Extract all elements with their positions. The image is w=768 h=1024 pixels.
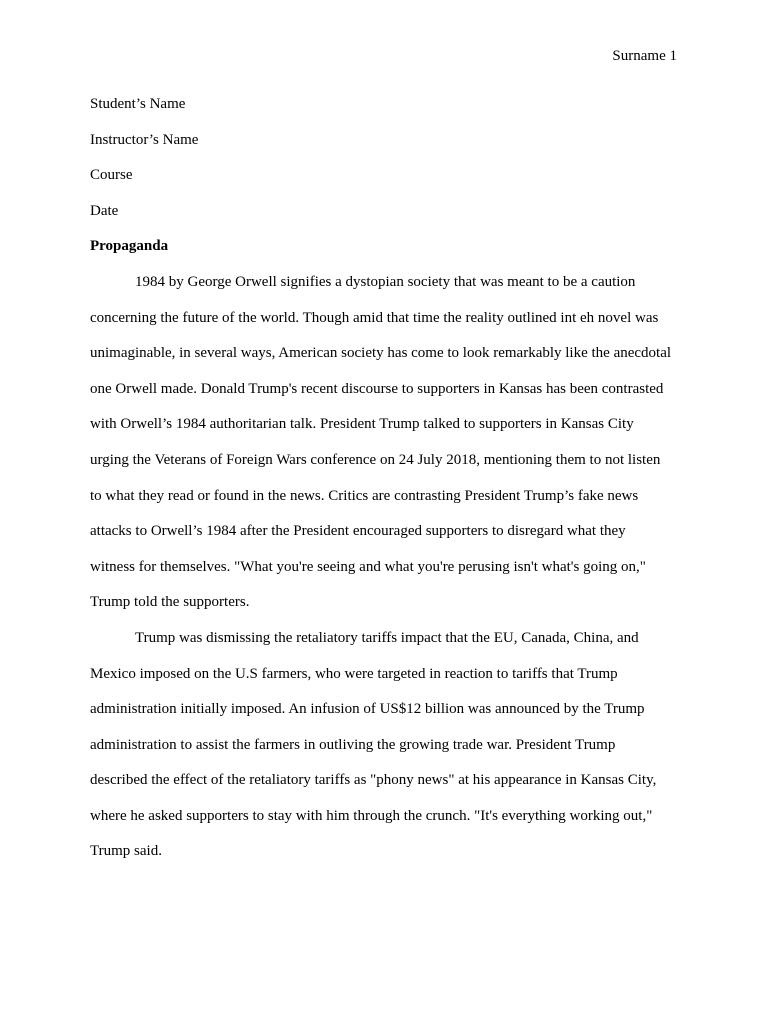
document-body <box>90 87 678 870</box>
essay-title: Propaganda <box>90 238 169 255</box>
student-name: Student’s Name <box>90 96 186 112</box>
paragraph-line: with Orwell’s 1984 authoritarian talk. President Trump talked to supporters in Kansas City <box>90 416 634 433</box>
paragraph-line: urging the Veterans of Foreign Wars conference on 24 July 2018, mentioning them to not listen <box>90 451 661 468</box>
paragraph-line: described the effect of the retaliatory tariffs as "phony news" at his appearance in Kansas City, <box>90 772 657 789</box>
paragraph-line: witness for themselves. "What you're seeing and what you're perusing isn't what's going on," <box>90 558 646 575</box>
paragraph-line: Trump was dismissing the retaliatory tariffs impact that the EU, Canada, China, and <box>135 629 639 646</box>
date: Date <box>90 202 119 219</box>
paragraph-line: concerning the future of the world. Though amid that time the reality outlined int eh novel was <box>90 309 659 326</box>
paragraph-line: one Orwell made. Donald Trump's recent discourse to supporters in Kansas has been contrasted <box>90 380 664 397</box>
running-head: Surname 1 <box>612 48 677 64</box>
paragraph-line: Mexico imposed on the U.S farmers, who were targeted in reaction to tariffs that Trump <box>90 665 618 682</box>
course: Course <box>90 167 133 184</box>
paragraph-line: 1984 by George Orwell signifies a dystopian society that was meant to be a caution <box>135 273 636 290</box>
paragraph-1 <box>90 265 678 621</box>
paragraph-line: to what they read or found in the news. Critics are contrasting President Trump’s fake news <box>90 487 639 504</box>
paragraph-line: administration initially imposed. An infusion of US$12 billion was announced by the Trump <box>90 701 645 718</box>
paragraph-line: where he asked supporters to stay with him through the crunch. "It's everything working out," <box>90 807 653 824</box>
instructor-name: Instructor’s Name <box>90 131 199 148</box>
paragraph-line: unimaginable, in several ways, American society has come to look remarkably like the anecdotal <box>90 345 672 362</box>
paragraph-line: Trump said. <box>90 843 162 860</box>
paragraph-line: Trump told the supporters. <box>90 594 250 611</box>
paragraph-line: administration to assist the farmers in outliving the growing trade war. President Trump <box>90 736 616 753</box>
paragraph-2 <box>90 621 678 870</box>
paragraph-line: attacks to Orwell’s 1984 after the President encouraged supporters to disregard what they <box>90 523 626 540</box>
